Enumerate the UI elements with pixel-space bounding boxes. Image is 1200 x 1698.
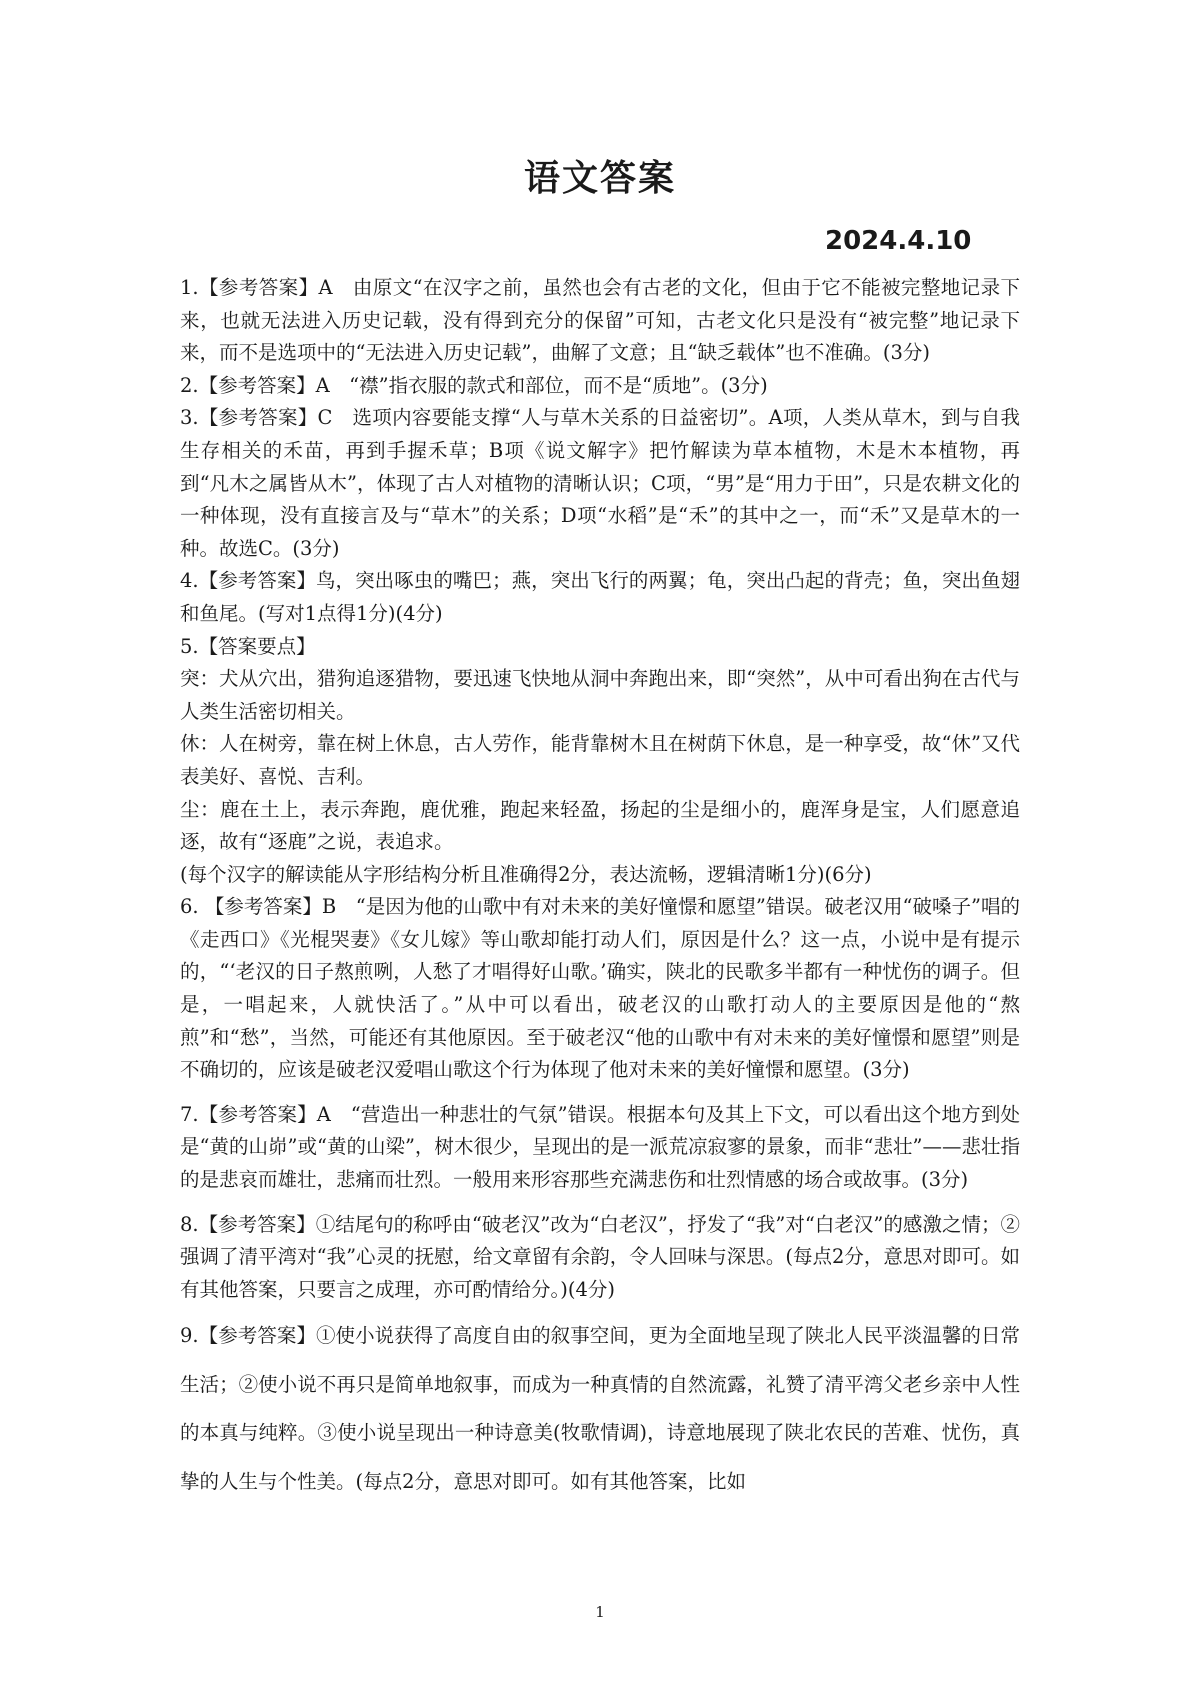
answer-body [180,272,1020,1506]
answer-9: 9.【参考答案】①使小说获得了高度自由的叙事空间，更为全面地呈现了陕北人民平淡温馨的日常生活；②使小说不再只是简单地叙事，而成为一种真情的自然流露，礼赞了清平湾父老乡亲中人性的本真与纯粹。③使小说呈现出一种诗意美(牧歌情调)，诗意地展现了陕北农民的苦难、忧伤，真挚的人生与个性美。(每点2分，意思对即可。如有其他答案，比如 [180,1324,1020,1493]
answer-1: 1.【参考答案】A 由原文“在汉字之前，虽然也会有古老的文化，但由于它不能被完整地记录下来，也就无法进入历史记载，没有得到充分的保留”可知，古老文化只是没有“被完整”地记录下来，而不是选项中的“无法进入历史记载”，曲解了文意；且“缺乏载体”也不准确。(3分) [180,276,1020,365]
answer-5-scoring: (每个汉字的解读能从字形结构分析且准确得2分，表达流畅，逻辑清晰1分)(6分) [180,862,872,886]
answer-4: 4.【参考答案】鸟，突出啄虫的嘴巴；燕，突出飞行的两翼；龟，突出凸起的背壳；鱼，突出鱼翅和鱼尾。(写对1点得1分)(4分) [180,569,1020,625]
answer-3: 3.【参考答案】C 选项内容要能支撑“人与草木关系的日益密切”。A项，人类从草木，到与自我生存相关的禾苗，再到手握禾草；B项《说文解字》把竹解读为草本植物，木是木本植物，再到“凡木之属皆从木”，体现了古人对植物的清晰认识；C项，“男”是“用力于田”，只是农耕文化的一种体现，没有直接言及与“草木”的关系；D项“水稻”是“禾”的其中之一，而“禾”又是草木的一种。故选C。(3分) [180,406,1020,560]
answer-8: 8.【参考答案】①结尾句的称呼由“破老汉”改为“白老汉”，抒发了“我”对“白老汉”的感激之情；②强调了清平湾对“我”心灵的抚慰，给文章留有余韵，令人回味与深思。(每点2分，意思对即可。如有其他答案，只要言之成理，亦可酌情给分。)(4分) [180,1212,1020,1301]
answer-5-heading: 5.【答案要点】 [180,634,316,658]
answer-6: 6. 【参考答案】B “是因为他的山歌中有对未来的美好憧憬和愿望”错误。破老汉用“破嗓子”唱的《走西口》《光棍哭妻》《女儿嫁》等山歌却能打动人们，原因是什么？这一点，小说中是有提示的，“‘老汉的日子熬煎咧，人愁了才唱得好山歌。’确实，陕北的民歌多半都有一种忧伤的调子。但是，一唱起来，人就快活了。”从中可以看出，破老汉的山歌打动人的主要原因是他的“熬煎”和“愁”，当然，可能还有其他原因。至于破老汉“他的山歌中有对未来的美好憧憬和愿望”则是不确切的，应该是破老汉爱唱山歌这个行为体现了他对未来的美好憧憬和愿望。(3分) [180,895,1020,1082]
answer-7: 7.【参考答案】A “营造出一种悲壮的气氛”错误。根据本句及其上下文，可以看出这个地方到处是“黄的山峁”或“黄的山梁”，树木很少，呈现出的是一派荒凉寂寥的景象，而非“悲壮”——悲壮指的是悲哀而雄壮，悲痛而壮烈。一般用来形容那些充满悲伤和壮烈情感的场合或故事。(3分) [180,1102,1020,1192]
answer-5-xiu: 休：人在树旁，靠在树上休息，古人劳作，能背靠树木且在树荫下休息，是一种享受，故“休”又代表美好、喜悦、吉利。 [180,732,1020,788]
answer-2: 2.【参考答案】A “襟”指衣服的款式和部位，而不是“质地”。(3分) [180,373,768,397]
answer-5-chen: 尘：鹿在土上，表示奔跑，鹿优雅，跑起来轻盈，扬起的尘是细小的，鹿浑身是宝，人们愿意追逐，故有“逐鹿”之说，表追求。 [180,797,1020,854]
answer-5-tu: 突：犬从穴出，猎狗追逐猎物，要迅速飞快地从洞中奔跑出来，即“突然”，从中可看出狗在古代与人类生活密切相关。 [180,667,1020,723]
page-title: 语文答案 [523,158,676,199]
exam-date: 2024.4.10 [825,226,972,256]
page-number: 1 [595,1603,605,1621]
